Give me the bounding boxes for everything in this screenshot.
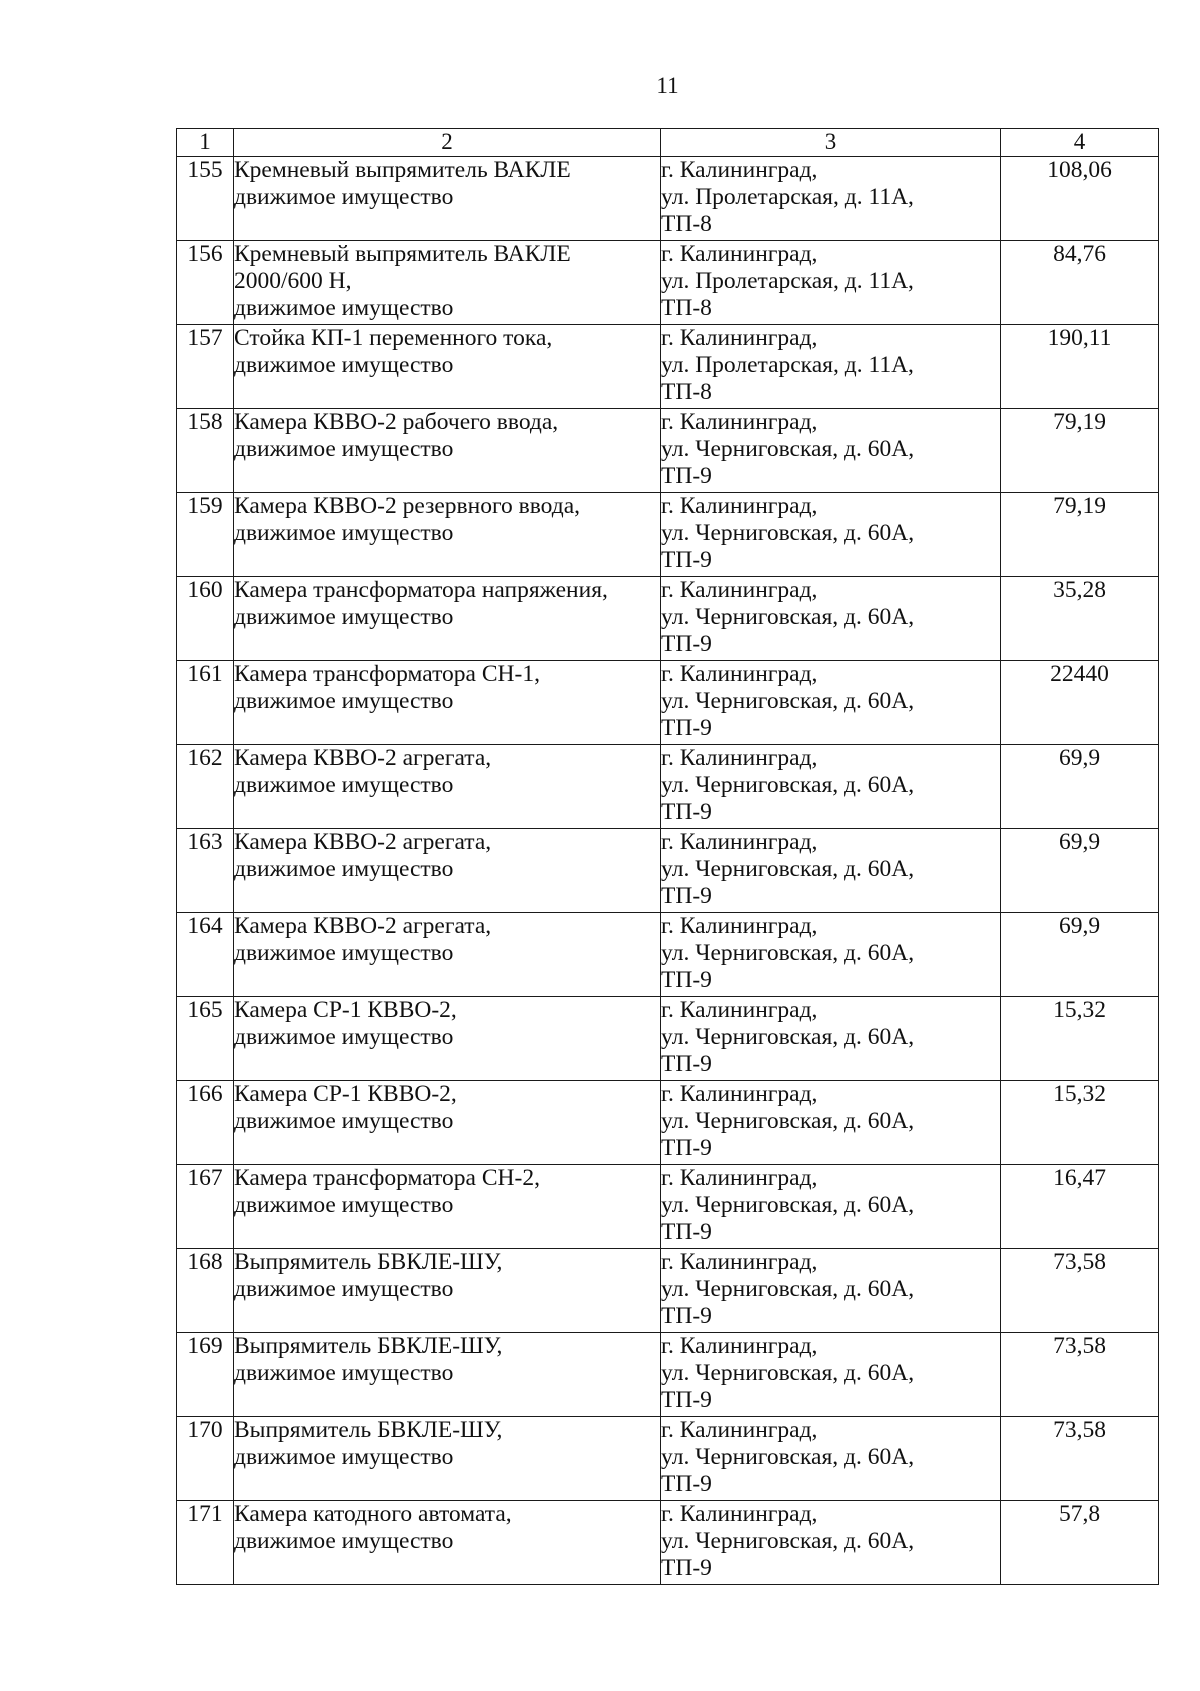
item-address-line: г. Калининград, <box>661 997 818 1023</box>
item-address-line: г. Калининград, <box>661 1165 818 1191</box>
item-name-line: движимое имущество <box>234 1276 454 1302</box>
item-name-line: Стойка КП-1 переменного тока, <box>234 325 553 351</box>
table-row <box>177 241 1159 325</box>
item-address <box>661 1333 1001 1417</box>
item-name-line: движимое имущество <box>234 1528 454 1554</box>
row-number: 165 <box>177 997 234 1081</box>
table-row <box>177 493 1159 577</box>
item-value: 69,9 <box>1001 745 1159 829</box>
item-name-line: Камера КВВО-2 резервного ввода, <box>234 493 580 519</box>
table-row <box>177 1165 1159 1249</box>
item-name-line: Кремневый выпрямитель ВАКЛЕ <box>234 241 571 267</box>
item-address-line: г. Калининград, <box>661 493 818 519</box>
row-number: 166 <box>177 1081 234 1165</box>
item-value: 69,9 <box>1001 913 1159 997</box>
row-number: 160 <box>177 577 234 661</box>
item-address-line: ТП-9 <box>661 1219 712 1245</box>
row-number: 159 <box>177 493 234 577</box>
table-body <box>177 157 1159 1585</box>
item-name-line: Кремневый выпрямитель ВАКЛЕ <box>234 157 571 183</box>
row-number: 156 <box>177 241 234 325</box>
item-value: 73,58 <box>1001 1417 1159 1501</box>
item-name-line: движимое имущество <box>234 940 454 966</box>
table-row <box>177 1333 1159 1417</box>
item-address-line: г. Калининград, <box>661 913 818 939</box>
item-name-line: Камера СР-1 КВВО-2, <box>234 997 457 1023</box>
table-row <box>177 577 1159 661</box>
table-row <box>177 661 1159 745</box>
item-address <box>661 829 1001 913</box>
row-number: 168 <box>177 1249 234 1333</box>
item-name-line: Камера КВВО-2 агрегата, <box>234 745 492 771</box>
item-address-line: ул. Черниговская, д. 60А, <box>661 688 915 714</box>
item-address-line: ТП-9 <box>661 883 712 909</box>
item-value: 73,58 <box>1001 1249 1159 1333</box>
item-address-line: ул. Черниговская, д. 60А, <box>661 520 915 546</box>
item-address <box>661 1081 1001 1165</box>
item-address-line: г. Калининград, <box>661 829 818 855</box>
row-number: 163 <box>177 829 234 913</box>
row-number: 167 <box>177 1165 234 1249</box>
item-name <box>234 1417 661 1501</box>
item-address-line: ТП-9 <box>661 1387 712 1413</box>
item-address-line: г. Калининград, <box>661 1249 818 1275</box>
item-address-line: ТП-9 <box>661 547 712 573</box>
item-address <box>661 661 1001 745</box>
item-address-line: г. Калининград, <box>661 661 818 687</box>
item-value: 73,58 <box>1001 1333 1159 1417</box>
item-address-line: ТП-9 <box>661 1471 712 1497</box>
item-address-line: ул. Черниговская, д. 60А, <box>661 604 915 630</box>
item-address-line: г. Калининград, <box>661 409 818 435</box>
item-name-line: Выпрямитель БВКЛЕ-ШУ, <box>234 1249 503 1275</box>
item-address-line: ТП-8 <box>661 379 712 405</box>
item-address-line: ул. Черниговская, д. 60А, <box>661 856 915 882</box>
item-name <box>234 829 661 913</box>
item-name <box>234 1165 661 1249</box>
item-address-line: ТП-9 <box>661 1051 712 1077</box>
item-name-line: Камера КВВО-2 агрегата, <box>234 913 492 939</box>
item-address-line: ТП-9 <box>661 715 712 741</box>
table-row <box>177 745 1159 829</box>
item-name-line: Камера катодного автомата, <box>234 1501 512 1527</box>
item-address <box>661 745 1001 829</box>
table-row <box>177 1081 1159 1165</box>
row-number: 169 <box>177 1333 234 1417</box>
item-name-line: Камера КВВО-2 рабочего ввода, <box>234 409 559 435</box>
item-name-line: движимое имущество <box>234 184 454 210</box>
item-address-line: ул. Черниговская, д. 60А, <box>661 1024 915 1050</box>
item-name-line: движимое имущество <box>234 688 454 714</box>
item-value: 84,76 <box>1001 241 1159 325</box>
item-name <box>234 997 661 1081</box>
item-address-line: г. Калининград, <box>661 1501 818 1527</box>
item-name-line: 2000/600 Н, <box>234 268 352 294</box>
item-name-line: движимое имущество <box>234 1192 454 1218</box>
row-number: 164 <box>177 913 234 997</box>
item-name-line: Камера СР-1 КВВО-2, <box>234 1081 457 1107</box>
item-address-line: ТП-9 <box>661 799 712 825</box>
item-address-line: г. Калининград, <box>661 325 818 351</box>
item-name <box>234 577 661 661</box>
item-address <box>661 493 1001 577</box>
item-name <box>234 241 661 325</box>
item-address-line: г. Калининград, <box>661 1081 818 1107</box>
property-table <box>176 128 1159 1585</box>
item-name-line: Выпрямитель БВКЛЕ-ШУ, <box>234 1417 503 1443</box>
item-name <box>234 157 661 241</box>
header-col-3: 3 <box>661 129 1001 157</box>
item-address <box>661 913 1001 997</box>
item-address <box>661 577 1001 661</box>
item-address <box>661 325 1001 409</box>
item-address-line: г. Калининград, <box>661 241 818 267</box>
item-address <box>661 997 1001 1081</box>
item-name-line: Камера трансформатора СН-2, <box>234 1165 540 1191</box>
item-value: 108,06 <box>1001 157 1159 241</box>
item-name <box>234 493 661 577</box>
item-value: 22440 <box>1001 661 1159 745</box>
item-address-line: ТП-8 <box>661 295 712 321</box>
item-name <box>234 1081 661 1165</box>
page-number: 11 <box>656 73 679 98</box>
item-name-line: движимое имущество <box>234 772 454 798</box>
item-name <box>234 325 661 409</box>
table-row <box>177 913 1159 997</box>
item-address-line: г. Калининград, <box>661 1417 818 1443</box>
item-name-line: движимое имущество <box>234 1024 454 1050</box>
item-address-line: ул. Черниговская, д. 60А, <box>661 1192 915 1218</box>
table-row <box>177 157 1159 241</box>
item-name-line: движимое имущество <box>234 856 454 882</box>
item-name-line: движимое имущество <box>234 352 454 378</box>
item-value: 69,9 <box>1001 829 1159 913</box>
item-value: 15,32 <box>1001 1081 1159 1165</box>
item-address-line: ТП-8 <box>661 211 712 237</box>
item-name-line: движимое имущество <box>234 604 454 630</box>
header-col-2: 2 <box>234 129 661 157</box>
table-row <box>177 325 1159 409</box>
item-address-line: ул. Черниговская, д. 60А, <box>661 436 915 462</box>
item-value: 16,47 <box>1001 1165 1159 1249</box>
table-row <box>177 829 1159 913</box>
item-name-line: движимое имущество <box>234 520 454 546</box>
item-value: 79,19 <box>1001 493 1159 577</box>
item-address <box>661 157 1001 241</box>
item-name <box>234 913 661 997</box>
table-row <box>177 1417 1159 1501</box>
table-row <box>177 409 1159 493</box>
item-address <box>661 1501 1001 1585</box>
row-number: 155 <box>177 157 234 241</box>
item-name <box>234 409 661 493</box>
item-address <box>661 1417 1001 1501</box>
item-value: 190,11 <box>1001 325 1159 409</box>
item-address-line: ул. Черниговская, д. 60А, <box>661 772 915 798</box>
item-address <box>661 241 1001 325</box>
item-name-line: Камера трансформатора СН-1, <box>234 661 540 687</box>
item-address-line: ТП-9 <box>661 463 712 489</box>
header-col-4: 4 <box>1001 129 1159 157</box>
row-number: 161 <box>177 661 234 745</box>
item-address-line: ул. Черниговская, д. 60А, <box>661 940 915 966</box>
item-address-line: ТП-9 <box>661 1303 712 1329</box>
item-value: 79,19 <box>1001 409 1159 493</box>
item-name-line: движимое имущество <box>234 1108 454 1134</box>
item-name-line: движимое имущество <box>234 1360 454 1386</box>
item-value: 15,32 <box>1001 997 1159 1081</box>
item-address-line: ТП-9 <box>661 1135 712 1161</box>
header-col-1: 1 <box>177 129 234 157</box>
row-number: 162 <box>177 745 234 829</box>
item-address-line: ул. Пролетарская, д. 11А, <box>661 184 914 210</box>
item-name <box>234 1501 661 1585</box>
item-name-line: движимое имущество <box>234 295 454 321</box>
item-address-line: г. Калининград, <box>661 157 818 183</box>
item-address-line: ТП-9 <box>661 631 712 657</box>
item-address <box>661 1249 1001 1333</box>
item-address <box>661 409 1001 493</box>
item-address-line: ТП-9 <box>661 967 712 993</box>
item-value: 35,28 <box>1001 577 1159 661</box>
item-address-line: г. Калининград, <box>661 1333 818 1359</box>
table-row <box>177 997 1159 1081</box>
item-address-line: ул. Черниговская, д. 60А, <box>661 1108 915 1134</box>
item-address-line: ул. Черниговская, д. 60А, <box>661 1276 915 1302</box>
item-address-line: ТП-9 <box>661 1555 712 1581</box>
table-row <box>177 1501 1159 1585</box>
table-header-row <box>177 129 1159 157</box>
item-address-line: ул. Черниговская, д. 60А, <box>661 1528 915 1554</box>
item-name-line: Выпрямитель БВКЛЕ-ШУ, <box>234 1333 503 1359</box>
row-number: 157 <box>177 325 234 409</box>
item-name-line: Камера КВВО-2 агрегата, <box>234 829 492 855</box>
item-address-line: ул. Черниговская, д. 60А, <box>661 1360 915 1386</box>
item-address-line: ул. Пролетарская, д. 11А, <box>661 268 914 294</box>
item-name <box>234 745 661 829</box>
item-name-line: движимое имущество <box>234 1444 454 1470</box>
row-number: 171 <box>177 1501 234 1585</box>
item-value: 57,8 <box>1001 1501 1159 1585</box>
item-address-line: г. Калининград, <box>661 577 818 603</box>
table-row <box>177 1249 1159 1333</box>
item-address-line: г. Калининград, <box>661 745 818 771</box>
item-address-line: ул. Черниговская, д. 60А, <box>661 1444 915 1470</box>
item-name-line: Камера трансформатора напряжения, <box>234 577 608 603</box>
item-address <box>661 1165 1001 1249</box>
item-name <box>234 661 661 745</box>
item-address-line: ул. Пролетарская, д. 11А, <box>661 352 914 378</box>
row-number: 158 <box>177 409 234 493</box>
item-name-line: движимое имущество <box>234 436 454 462</box>
item-name <box>234 1333 661 1417</box>
row-number: 170 <box>177 1417 234 1501</box>
item-name <box>234 1249 661 1333</box>
